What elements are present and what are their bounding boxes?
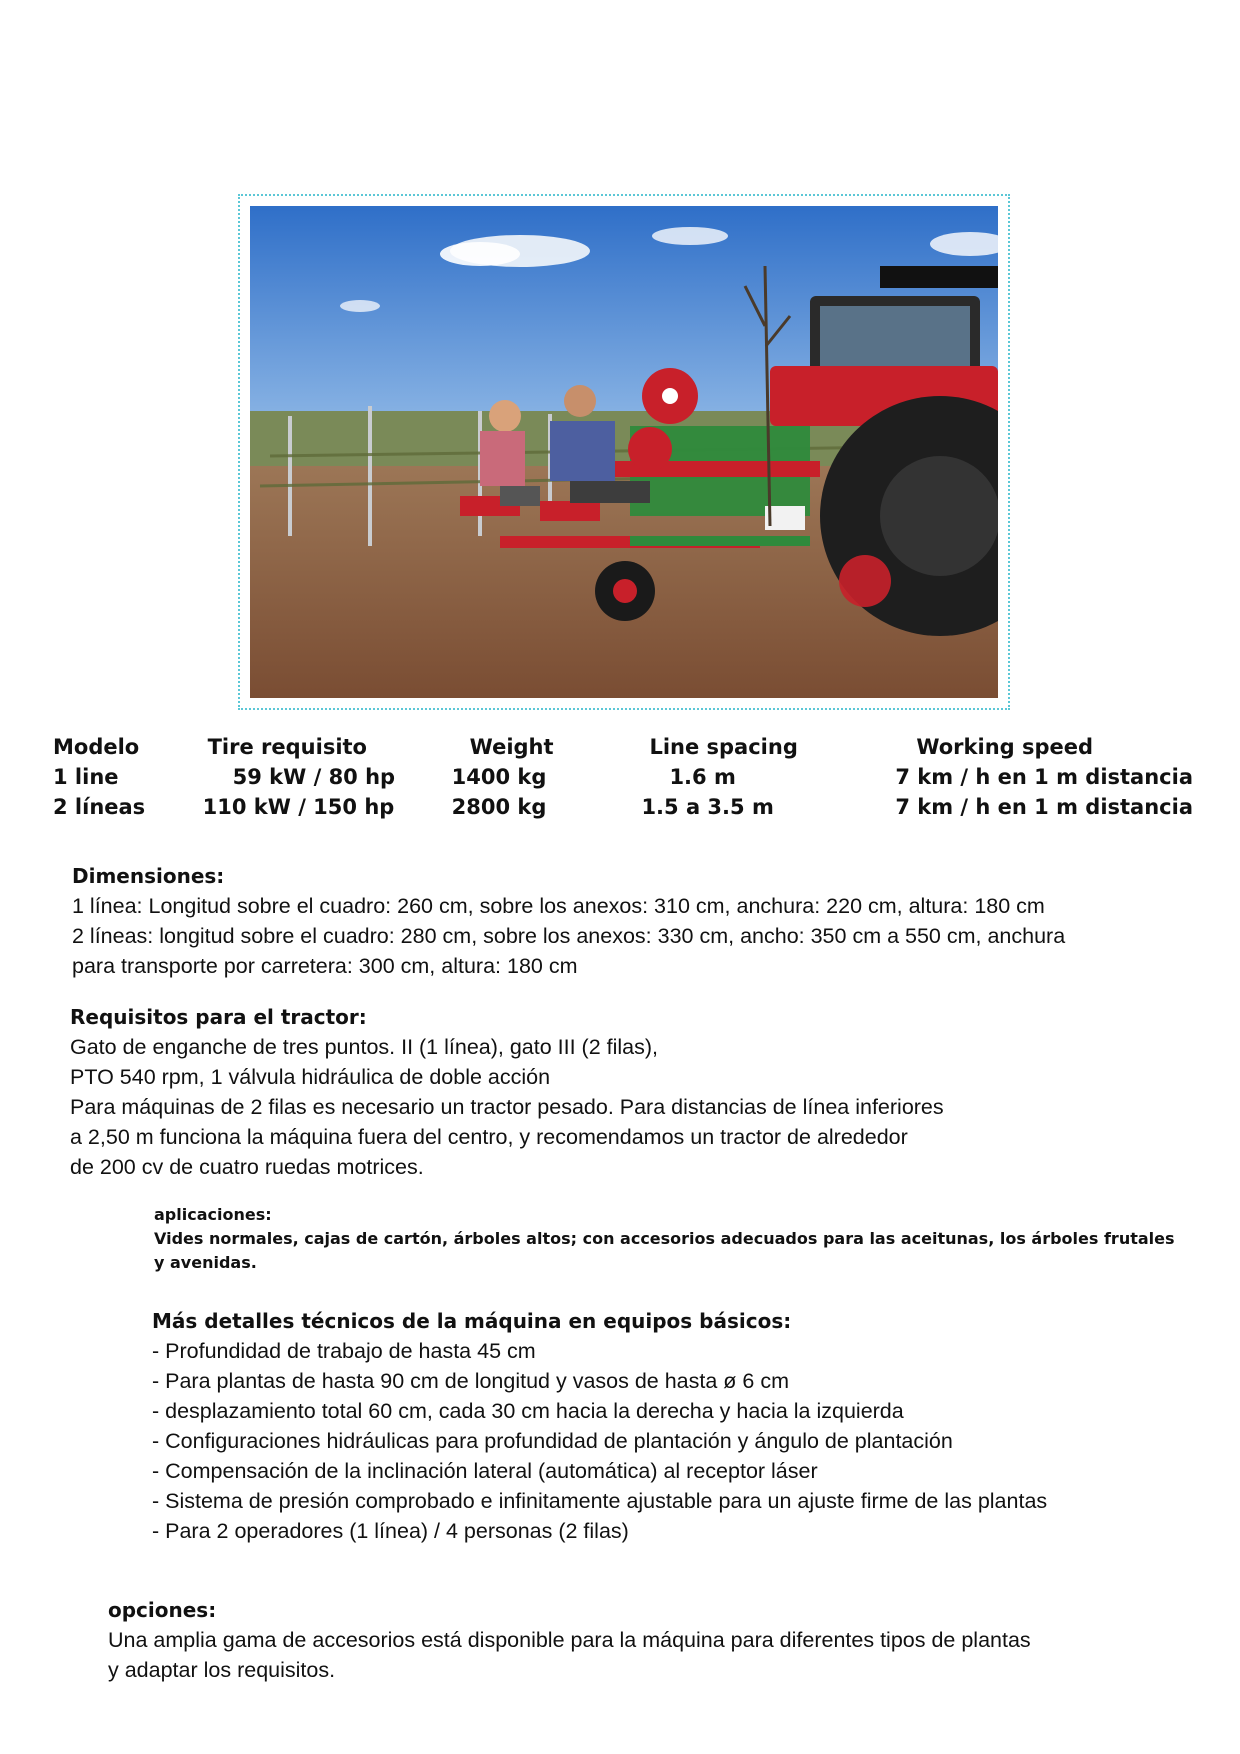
col-header-model: Modelo	[53, 735, 140, 759]
spec-cell: 1.6 m	[669, 765, 736, 789]
spec-cell: 1.5 a 3.5 m	[641, 795, 774, 819]
tractor-requirements-heading: Requisitos para el tractor:	[70, 1005, 367, 1029]
dimensions-heading: Dimensiones:	[72, 864, 225, 888]
technical-detail-item: - Compensación de la inclinación lateral (automática) al receptor láser	[152, 1459, 818, 1483]
spec-row	[53, 792, 1193, 822]
technical-details-section	[152, 1306, 1047, 1546]
technical-detail-item: - Sistema de presión comprobado e infinitamente ajustable para un ajuste firme de las plantas	[152, 1489, 1048, 1513]
col-header-weight: Weight	[469, 735, 554, 759]
spec-cell: 59 kW / 80 hp	[232, 765, 396, 789]
tractor-requirements-line: a 2,50 m funciona la máquina fuera del centro, y recomendamos un tractor de alrededor	[70, 1125, 908, 1149]
spec-row	[53, 762, 1193, 792]
technical-detail-item: - Para plantas de hasta 90 cm de longitud y vasos de hasta ø 6 cm	[152, 1369, 789, 1393]
dimensions-line: 2 líneas: longitud sobre el cuadro: 280 cm, sobre los anexos: 330 cm, ancho: 350 cm a 550 cm, anchura	[72, 924, 1066, 948]
technical-detail-item: - Para 2 operadores (1 línea) / 4 personas (2 filas)	[152, 1519, 629, 1543]
applications-heading: aplicaciones:	[154, 1205, 272, 1224]
spec-cell: 2800 kg	[451, 795, 547, 819]
spec-cell: 110 kW / 150 hp	[202, 795, 395, 819]
tractor-requirements-section	[70, 1002, 944, 1182]
photo-frame	[238, 194, 1010, 710]
col-header-working-speed: Working speed	[916, 735, 1094, 759]
dimensions-section	[72, 861, 1065, 981]
col-header-line-spacing: Line spacing	[649, 735, 798, 759]
options-line: Una amplia gama de accesorios está disponible para la máquina para diferentes tipos de plantas	[108, 1628, 1031, 1652]
spec-cell: 1 line	[53, 765, 119, 789]
technical-detail-item: - Profundidad de trabajo de hasta 45 cm	[152, 1339, 536, 1363]
technical-detail-item: - desplazamiento total 60 cm, cada 30 cm hacia la derecha y hacia la izquierda	[152, 1399, 904, 1423]
spec-table-header	[53, 732, 1193, 762]
spec-table	[53, 732, 1193, 822]
applications-line: Vides normales, cajas de cartón, árboles altos; con accesorios adecuados para las aceitunas, los árboles frutales	[154, 1229, 1175, 1248]
options-line: y adaptar los requisitos.	[108, 1658, 336, 1682]
options-section	[108, 1595, 1031, 1685]
tractor-planter-photo	[250, 206, 998, 698]
dimensions-line: para transporte por carretera: 300 cm, altura: 180 cm	[72, 954, 578, 978]
tractor-requirements-line: Gato de enganche de tres puntos. II (1 línea), gato III (2 filas),	[70, 1035, 659, 1059]
spec-cell: 1400 kg	[451, 765, 547, 789]
photo-illustration	[250, 206, 998, 698]
technical-details-heading: Más detalles técnicos de la máquina en equipos básicos:	[152, 1309, 792, 1333]
applications-line: y avenidas.	[154, 1253, 257, 1272]
col-header-tire: Tire requisito	[207, 735, 367, 759]
options-heading: opciones:	[108, 1598, 217, 1622]
applications-section	[154, 1203, 1194, 1275]
dimensions-line: 1 línea: Longitud sobre el cuadro: 260 cm, sobre los anexos: 310 cm, anchura: 220 cm, altura: 180 cm	[72, 894, 1045, 918]
spec-cell: 7 km / h en 1 m distancia	[895, 795, 1193, 819]
spec-cell: 2 líneas	[53, 795, 146, 819]
tractor-requirements-line: Para máquinas de 2 filas es necesario un tractor pesado. Para distancias de línea inferiores	[70, 1095, 944, 1119]
tractor-requirements-line: de 200 cv de cuatro ruedas motrices.	[70, 1155, 424, 1179]
spec-cell: 7 km / h en 1 m distancia	[895, 765, 1193, 789]
technical-detail-item: - Configuraciones hidráulicas para profundidad de plantación y ángulo de plantación	[152, 1429, 953, 1453]
tractor-requirements-line: PTO 540 rpm, 1 válvula hidráulica de doble acción	[70, 1065, 551, 1089]
